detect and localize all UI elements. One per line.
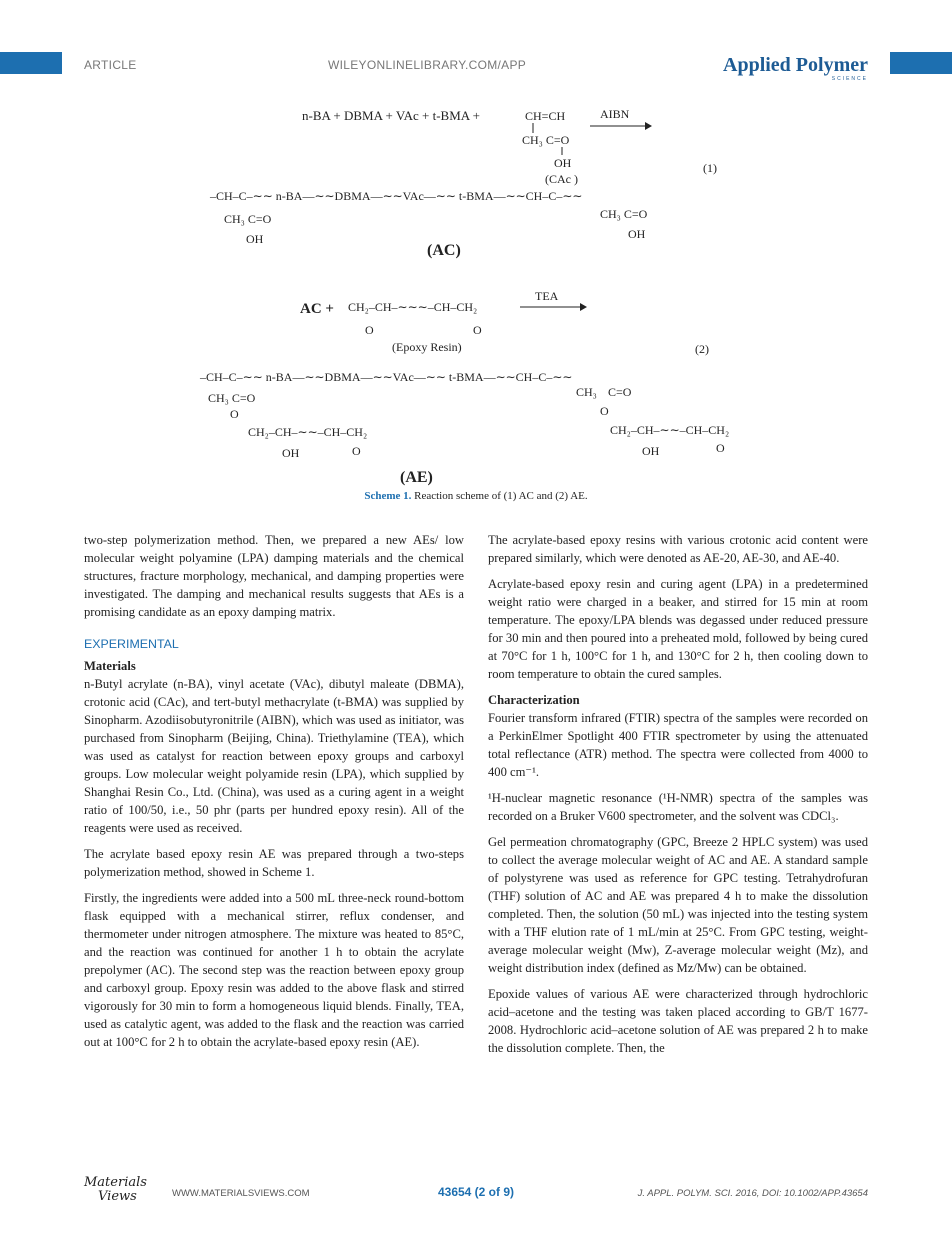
scheme-ae-co-right: C=O bbox=[608, 385, 632, 399]
scheme-epoxy-o-right: O bbox=[473, 323, 482, 337]
footer-citation: J. APPL. POLYM. SCI. 2016, DOI: 10.1002/APP.43654 bbox=[637, 1188, 868, 1199]
heading-experimental: EXPERIMENTAL bbox=[84, 637, 179, 651]
scheme-ae-oh-right: OH bbox=[642, 444, 660, 458]
scheme-epoxy-label: (Epoxy Resin) bbox=[392, 340, 462, 354]
footer-site[interactable]: WWW.MATERIALSVIEWS.COM bbox=[172, 1188, 310, 1199]
scheme-chain-ac: –CH–C–∼∼ n-BA—∼∼DBMA—∼∼VAc—∼∼ t-BMA—∼∼CH–C–∼∼ bbox=[210, 189, 583, 203]
scheme-ac-plus: AC + bbox=[300, 301, 334, 317]
materials-paragraph: n-Butyl acrylate (n-BA), vinyl acetate (VAc), dibutyl maleate (DBMA), crotonic acid (CAc), and tert-butyl methacrylate (t-BMA) was supplied by Sinopharm. Azodiisobutyronitrile (AIBN), which was used as initiator, was purchased from Sinopharm (Beijing, China). Triethylamine (TEA), which was used as catalyst for reaction between epoxy groups and carboxyl groups. Low molecular weight polyamide resin (LPA), which supplied by Shanghai Resin Co., Ltd. (China), was used as a curing agent in a weight ratio of 100/50, i.e., 50 phr (parts per hundred epoxy resin). All of the reagents were used as received. bbox=[84, 677, 464, 835]
logo-line-2: Views bbox=[98, 1189, 137, 1204]
scheme-cac-ch3co: CH₃ C=O bbox=[522, 133, 570, 147]
epoxide-paragraph: Epoxide values of various AE were characterized through hydrochloric acid–acetone and the testing was taken placed according to GB/T 1677-2008. Hydrochloric acid–acetone solution of AE was prepared 2 h to make the dissolution complete. Then, the bbox=[488, 987, 868, 1055]
journal-brand: Applied Polymer bbox=[723, 54, 868, 76]
intro-paragraph: two-step polymerization method. Then, we prepared a new AEs/ low molecular weight polyamine (LPA) damping materials and the chemical structures, fracture morphology, mechanical, and damping properties were investigated. The damping and mechanical results suggests that AEs is a promising candidate as an epoxy damping matrix. bbox=[84, 533, 464, 619]
scheme-ae-o-left: O bbox=[230, 407, 239, 421]
scheme-cac-oh: OH bbox=[554, 156, 572, 170]
right-column bbox=[488, 531, 868, 1065]
scheme-ae-o-right: O bbox=[600, 404, 609, 418]
scheme-caption bbox=[0, 490, 952, 502]
gpc-paragraph: Gel permeation chromatography (GPC, Breeze 2 HPLC system) was used to collect the average molecular weight of AC and AE. A standard sample of polystyrene was used as reference for GPC testing. Tetrahydrofuran (THF) solution of AC and AE was prepared 4 h to make the dissolution completed. Then, the solution (50 mL) was injected into the testing system with a THF elution rate of 1 mL/min at 25°C. From GPC testing, weight-average molecular weight (Mw), Z-average molecular weight (Mz), and weight distribution index (defined as Mz/Mw) can be obtained. bbox=[488, 835, 868, 975]
variants-paragraph: The acrylate-based epoxy resins with various crotonic acid content were prepared similarly, which were denoted as AE-20, AE-30, and AE-40. bbox=[488, 533, 868, 565]
scheme-ac-oh-left: OH bbox=[246, 232, 264, 246]
scheme-ac-oh-right: OH bbox=[628, 227, 646, 241]
synthesis-paragraph-1: The acrylate based epoxy resin AE was prepared through a two-steps polymerization method, showed in Scheme 1. bbox=[84, 847, 464, 879]
scheme-ae-o-left2: O bbox=[352, 444, 361, 458]
reaction-scheme bbox=[190, 100, 770, 490]
journal-url[interactable]: WILEYONLINELIBRARY.COM/APP bbox=[328, 58, 527, 72]
scheme-cac-chch: CH=CH bbox=[525, 109, 566, 123]
scheme-ae-sub-left: CH₃ C=O bbox=[208, 391, 256, 405]
scheme-ae-label: (AE) bbox=[400, 469, 433, 486]
scheme-ac-sub-left: CH₃ C=O bbox=[224, 212, 272, 226]
heading-characterization: Characterization bbox=[488, 693, 580, 707]
scheme-epoxy-chain: CH₂–CH–∼∼∼–CH–CH₂ bbox=[348, 300, 478, 314]
scheme-ac-label: (AC) bbox=[427, 242, 461, 259]
scheme-ae-ch3-right: CH₃ bbox=[576, 385, 597, 399]
scheme-ac-sub-right: CH₃ C=O bbox=[600, 207, 648, 221]
heading-materials: Materials bbox=[84, 659, 136, 673]
scheme-ae-end-right: CH₂–CH–∼∼–CH–CH₂ bbox=[610, 423, 730, 437]
scheme-ae-oh-left: OH bbox=[282, 446, 300, 460]
logo-line-1: Materials bbox=[84, 1175, 147, 1190]
journal-brand-sub: SCIENCE bbox=[831, 76, 868, 82]
section-label: ARTICLE bbox=[84, 58, 137, 72]
scheme-tea: TEA bbox=[535, 289, 559, 303]
footer-page-number: 43654 (2 of 9) bbox=[437, 1185, 515, 1199]
ftir-paragraph: Fourier transform infrared (FTIR) spectra of the samples were recorded on a PerkinElmer Spotlight 400 FTIR spectrometer by using the attenuated total reflectance (ATR) method. The spectra were collected from 4000 to 400 cm⁻¹. bbox=[488, 711, 868, 779]
header-bar-left bbox=[0, 52, 62, 74]
scheme-number-1: (1) bbox=[703, 161, 717, 175]
left-column bbox=[84, 531, 464, 1059]
scheme-ae-end-left: CH₂–CH–∼∼–CH–CH₂ bbox=[248, 425, 368, 439]
synthesis-paragraph-2: Firstly, the ingredients were added into a 500 mL three-neck round-bottom flask equipped with a mechanical stirrer, reflux condenser, and thermometer under nitrogen atmosphere. The mixture was heated to 85°C, and the reaction was continued for another 1 h to obtain the acrylate prepolymer (AC). The second step was the reaction between epoxy group and carboxyl group. Epoxy resin was added to the above flask and stirred vigorously for 30 min to form a homogeneous liquid blends. Finally, TEA, used as catalytic agent, was added to the flask and the reaction was carried out at 100°C for 2 h to obtain the acrylate-based epoxy resin (AE). bbox=[84, 891, 464, 1049]
scheme-chain-ae: –CH–C–∼∼ n-BA—∼∼DBMA—∼∼VAc—∼∼ t-BMA—∼∼CH–C–∼∼ bbox=[200, 370, 573, 384]
header-bar-right bbox=[890, 52, 952, 74]
scheme-number-2: (2) bbox=[695, 342, 709, 356]
nmr-paragraph: ¹H-nuclear magnetic resonance (¹H-NMR) spectra of the samples was recorded on a Bruker V600 spectrometer, and the solvent was CDCl₃. bbox=[488, 791, 868, 823]
scheme-reactants: n-BA + DBMA + VAc + t-BMA + bbox=[302, 108, 481, 123]
scheme-aibn: AIBN bbox=[600, 107, 630, 121]
caption-text: Reaction scheme of (1) AC and (2) AE. bbox=[414, 490, 588, 502]
curing-paragraph: Acrylate-based epoxy resin and curing agent (LPA) in a predetermined weight ratio were charged in a beaker, and stirred for 15 min at room temperature. The epoxy/LPA blends was degassed under reduced pressure for 30 min and then poured into a preheated mold, followed by being cured at 70°C for 1 h, 100°C for 1 h, and 130°C for 2 h, then cooling down to room temperature to obtain the cured samples. bbox=[488, 577, 868, 681]
caption-label: Scheme 1. bbox=[364, 490, 412, 502]
scheme-ae-o-right2: O bbox=[716, 441, 725, 455]
scheme-epoxy-o-left: O bbox=[365, 323, 374, 337]
scheme-cac-label: (CAc ) bbox=[545, 172, 578, 186]
